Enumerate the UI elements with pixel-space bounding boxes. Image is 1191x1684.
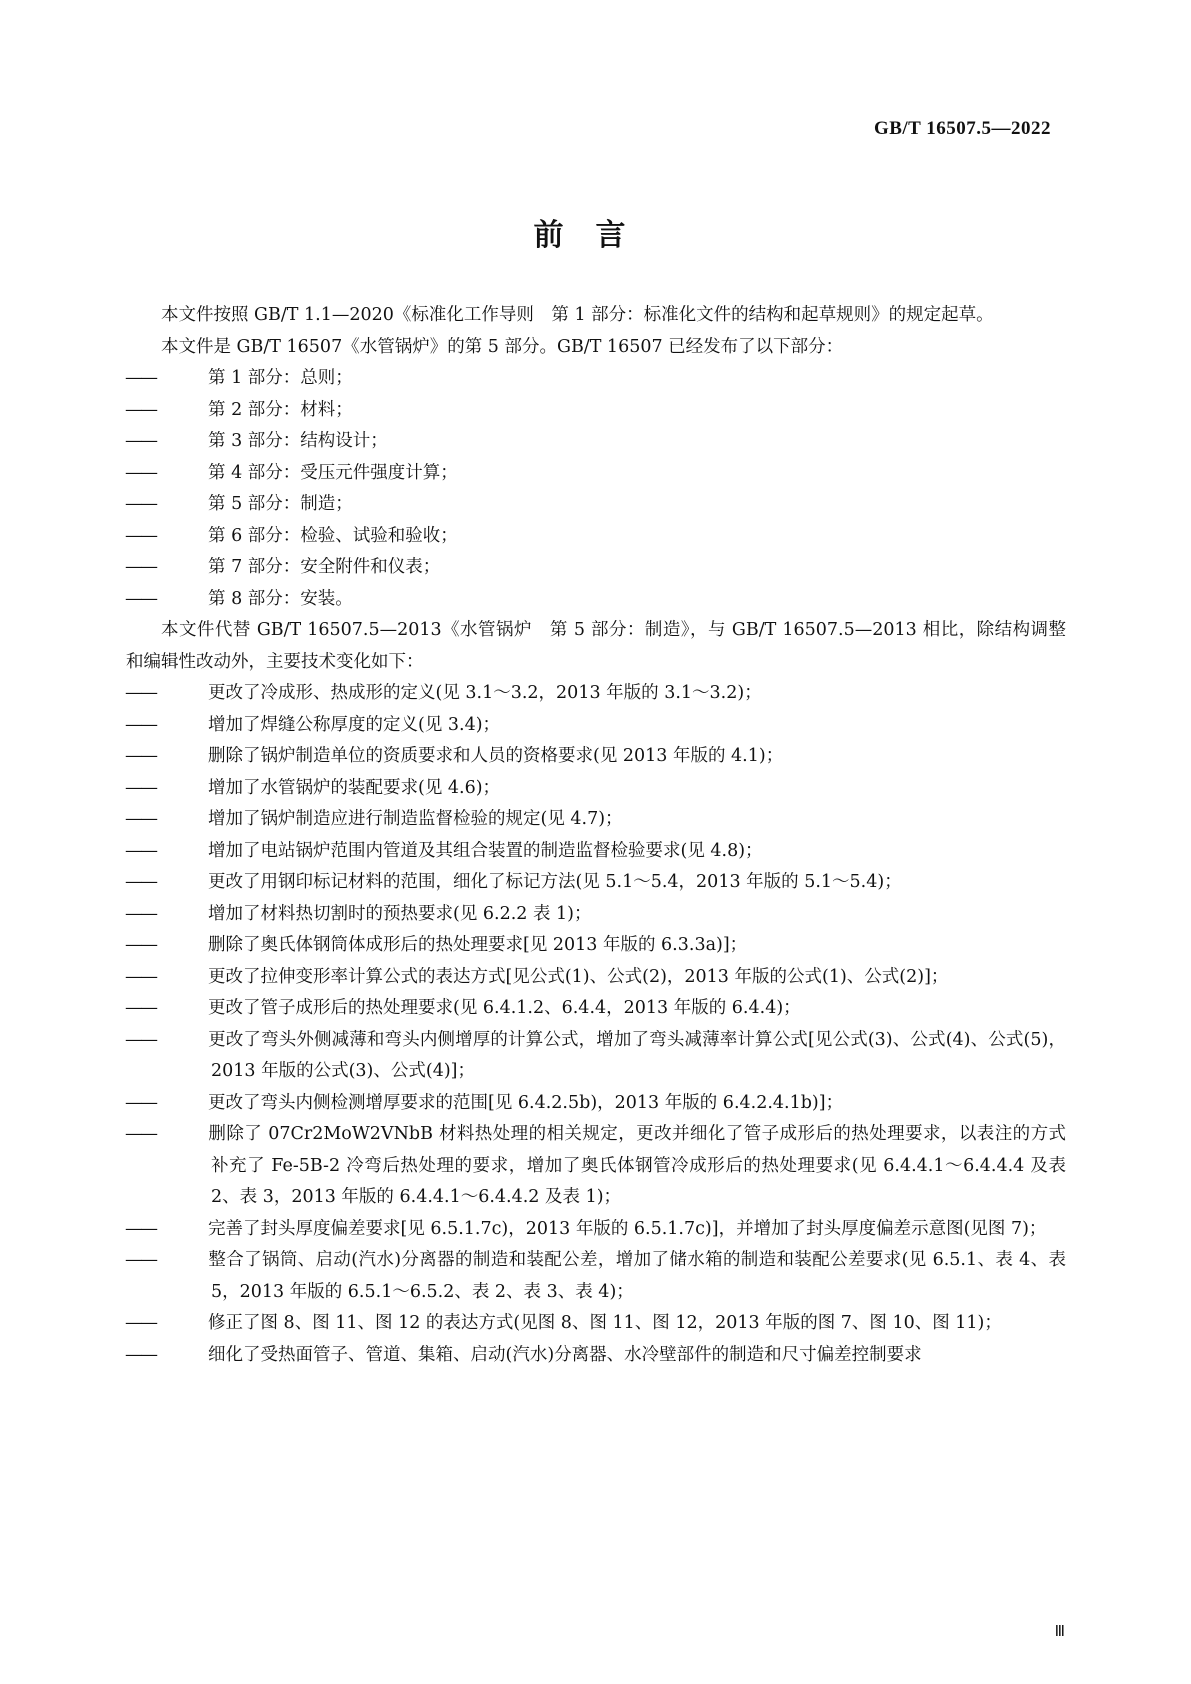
list-item-text: 删除了奥氏体钢筒体成形后的热处理要求[见 2013 年版的 6.3.3a)]； xyxy=(208,935,748,955)
intro-paragraph: 本文件是 GB/T 16507《水管锅炉》的第 5 部分。GB/T 16507 已经发布了以下部分： xyxy=(161,336,844,357)
list-item xyxy=(126,458,1066,490)
dash: —— xyxy=(125,1124,156,1144)
list-item-text: 修正了图 8、图 11、图 12 的表达方式(见图 8、图 11、图 12，2013 年版的图 7、图 10、图 11)； xyxy=(208,1313,1002,1333)
dash: —— xyxy=(125,399,156,420)
list-item xyxy=(126,552,1066,584)
list-item-text: 细化了受热面管子、管道、集箱、启动(汽水)分离器、水冷壁部件的制造和尺寸偏差控制要求 xyxy=(208,1344,922,1365)
list-item-text: 第 5 部分：制造； xyxy=(208,494,353,514)
dash: —— xyxy=(125,462,156,483)
dash: —— xyxy=(125,1029,156,1050)
list-item-text: 第 2 部分：材料； xyxy=(208,399,353,420)
dash: —— xyxy=(125,935,156,955)
dash: —— xyxy=(125,903,156,924)
standard-code: GB/T 16507.5—2022 xyxy=(873,118,1051,139)
dash: —— xyxy=(125,746,156,766)
dash: —— xyxy=(125,1344,156,1365)
list-item xyxy=(126,489,1066,521)
list-item-text: 第 3 部分：结构设计； xyxy=(208,431,388,451)
dash: —— xyxy=(125,998,156,1018)
list-item xyxy=(126,1025,1066,1088)
list-item xyxy=(126,836,1066,868)
list-item xyxy=(126,395,1066,427)
list-item-text: 更改了拉伸变形率计算公式的表达方式[见公式(1)、公式(2)，2013 年版的公式(1)、公式(2)]； xyxy=(208,966,949,987)
list-item xyxy=(126,678,1066,710)
list-item-text: 完善了封头厚度偏差要求[见 6.5.1.7c)，2013 年版的 6.5.1.7c)]，并增加了封头厚度偏差示意图(见图 7)； xyxy=(208,1218,1047,1239)
list-item xyxy=(126,773,1066,805)
list-item xyxy=(126,867,1066,899)
list-item xyxy=(126,1308,1066,1340)
list-item-text: 删除了锅炉制造单位的资质要求和人员的资格要求(见 2013 年版的 4.1)； xyxy=(208,746,784,766)
dash: —— xyxy=(125,557,156,577)
dash: —— xyxy=(125,588,156,609)
list-item xyxy=(126,584,1066,616)
dash: —— xyxy=(125,840,156,861)
dash: —— xyxy=(125,1218,156,1239)
list-item xyxy=(126,1214,1066,1246)
dash: —— xyxy=(125,809,156,829)
list-item-text: 删除了 07Cr2MoW2VNbB 材料热处理的相关规定，更改并细化了管子成形后的热处理要求，以表注的方式补充了 Fe-5B-2 冷弯后热处理的要求，增加了奥氏体钢管冷成形后的热处理要求(见 6.4.4.1～6.4.4.4 及表 2、表 3，2013 年版的 6.4.4.1～6.4.4.2 及表 1)； xyxy=(208,1124,1066,1207)
list-item xyxy=(126,1340,1066,1372)
dash: —— xyxy=(125,525,156,546)
page-number: Ⅲ xyxy=(1054,1624,1065,1640)
dash: —— xyxy=(125,777,156,798)
list-item xyxy=(126,1088,1066,1120)
list-item-text: 更改了弯头外侧减薄和弯头内侧增厚的计算公式，增加了弯头减薄率计算公式[见公式(3)、公式(4)、公式(5)，2013 年版的公式(3)、公式(4)]； xyxy=(208,1029,1066,1081)
list-item-text: 更改了弯头内侧检测增厚要求的范围[见 6.4.2.5b)，2013 年版的 6.4.2.4.1b)]； xyxy=(208,1092,844,1113)
list-item-text: 第 7 部分：安全附件和仪表； xyxy=(208,557,441,577)
list-item xyxy=(126,741,1066,773)
list-item-text: 整合了锅筒、启动(汽水)分离器的制造和装配公差，增加了储水箱的制造和装配公差要求(见 6.5.1、表 4、表 5，2013 年版的 6.5.1～6.5.2、表 2、表 3、表 4)； xyxy=(208,1250,1066,1302)
dash: —— xyxy=(125,494,156,514)
dash: —— xyxy=(125,714,156,735)
dash: —— xyxy=(125,683,156,703)
list-item-text: 第 6 部分：检验、试验和验收； xyxy=(208,525,458,546)
list-item-text: 增加了水管锅炉的装配要求(见 4.6)； xyxy=(208,777,501,798)
list-item xyxy=(126,710,1066,742)
list-item xyxy=(126,426,1066,458)
list-item-text: 增加了材料热切割时的预热要求(见 6.2.2 表 1)； xyxy=(208,903,592,924)
list-item-text: 增加了电站锅炉范围内管道及其组合装置的制造监督检验要求(见 4.8)； xyxy=(208,840,763,861)
dash: —— xyxy=(125,1092,156,1113)
dash: —— xyxy=(125,368,156,388)
page-title: 前言 xyxy=(533,218,658,253)
replace-paragraph: 本文件代替 GB/T 16507.5—2013《水管锅炉 第 5 部分：制造》，与 GB/T 16507.5—2013 相比，除结构调整和编辑性改动外，主要技术变化如下： xyxy=(126,620,1066,672)
list-item xyxy=(126,1245,1066,1308)
parts-list xyxy=(126,363,1066,615)
dash: —— xyxy=(125,431,156,451)
list-item xyxy=(126,521,1066,553)
intro-paragraph: 本文件按照 GB/T 1.1—2020《标准化工作导则 第 1 部分：标准化文件的结构和起草规则》的规定起草。 xyxy=(161,305,994,325)
list-item xyxy=(126,804,1066,836)
list-item-text: 第 8 部分：安装。 xyxy=(208,588,353,609)
list-item xyxy=(126,363,1066,395)
list-item xyxy=(126,899,1066,931)
list-item-text: 更改了冷成形、热成形的定义(见 3.1～3.2，2013 年版的 3.1～3.2)； xyxy=(208,683,762,703)
list-item-text: 第 4 部分：受压元件强度计算； xyxy=(208,462,458,483)
list-item xyxy=(126,1119,1066,1214)
list-item-text: 更改了用钢印标记材料的范围，细化了标记方法(见 5.1～5.4，2013 年版的 5.1～5.4)； xyxy=(208,872,902,892)
list-item xyxy=(126,962,1066,994)
list-item-text: 增加了焊缝公称厚度的定义(见 3.4)； xyxy=(208,714,501,735)
list-item xyxy=(126,930,1066,962)
dash: —— xyxy=(125,1313,156,1333)
dash: —— xyxy=(125,1250,156,1270)
dash: —— xyxy=(125,966,156,987)
list-item-text: 更改了管子成形后的热处理要求(见 6.4.1.2、6.4.4，2013 年版的 6.4.4)； xyxy=(208,998,801,1018)
list-item-text: 增加了锅炉制造应进行制造监督检验的规定(见 4.7)； xyxy=(208,809,623,829)
list-item-text: 第 1 部分：总则； xyxy=(208,368,353,388)
list-item xyxy=(126,993,1066,1025)
document-body xyxy=(126,300,1066,1371)
dash: —— xyxy=(125,872,156,892)
changes-list xyxy=(126,678,1066,1371)
